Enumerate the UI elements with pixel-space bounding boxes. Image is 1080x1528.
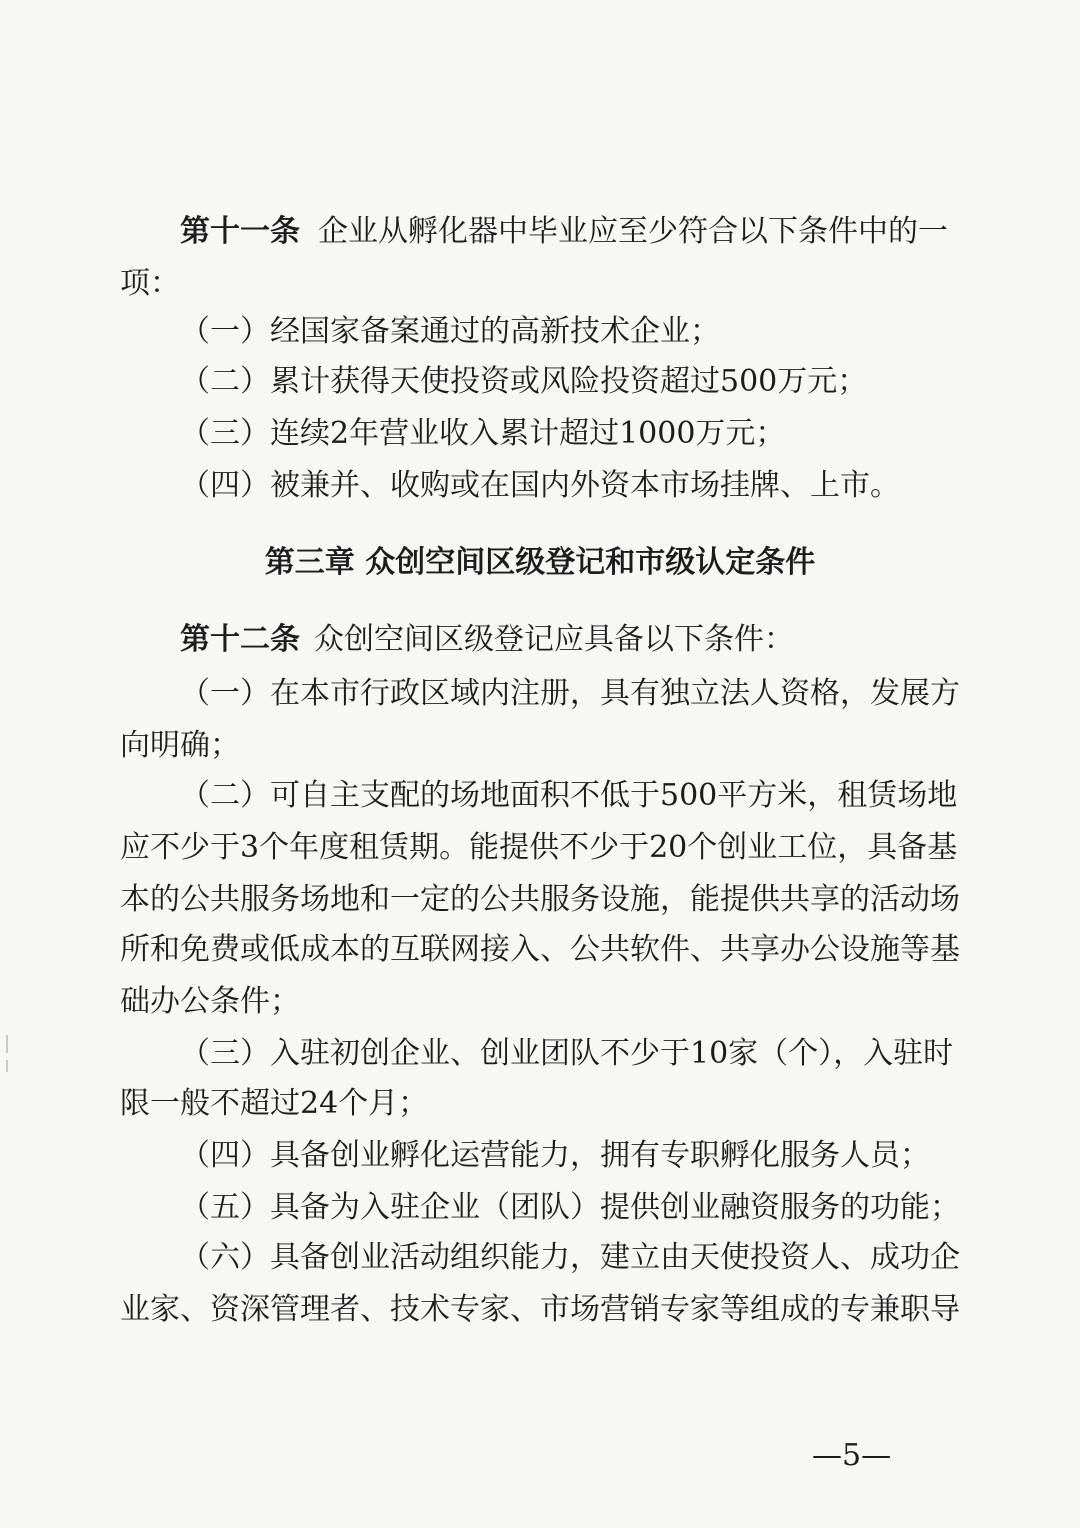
article-12-text: 众创空间区级登记应具备以下条件： — [314, 622, 794, 657]
article-12-line: 本的公共服务场地和一定的公共服务设施，能提供共享的活动场 — [120, 882, 960, 917]
article-11-item-2: （二）累计获得天使投资或风险投资超过500万元； — [180, 364, 868, 399]
article-11-text: 企业从孵化器中毕业应至少符合以下条件中的一 — [318, 214, 948, 249]
scan-mark — [6, 1060, 8, 1072]
article-11-item-1: （一）经国家备案通过的高新技术企业； — [180, 314, 720, 349]
article-12-line: （一）在本市行政区域内注册，具有独立法人资格，发展方 — [180, 676, 960, 711]
article-12-line: 向明确； — [120, 728, 240, 763]
article-12-line: 限一般不超过24个月； — [120, 1086, 429, 1121]
article-12-line: 业家、资深管理者、技术专家、市场营销专家等组成的专兼职导 — [120, 1292, 960, 1327]
article-12-line: （四）具备创业孵化运营能力，拥有专职孵化服务人员； — [180, 1138, 930, 1173]
chapter-3-heading: 第三章 众创空间区级登记和市级认定条件 — [264, 545, 816, 580]
article-11-item-4: （四）被兼并、收购或在国内外资本市场挂牌、上市。 — [180, 468, 900, 503]
article-12-first-line — [180, 620, 920, 660]
article-12-line: 所和免费或低成本的互联网接入、公共软件、共享办公设施等基 — [120, 932, 960, 967]
article-12-line: （三）入驻初创企业、创业团队不少于10家（个），入驻时 — [180, 1036, 954, 1071]
page-number: —5— — [812, 1438, 892, 1473]
article-12-line: 础办公条件； — [120, 984, 300, 1019]
article-11-title: 第十一条 — [180, 214, 300, 249]
article-12-line: （五）具备为入驻企业（团队）提供创业融资服务的功能； — [180, 1190, 960, 1225]
scan-mark — [6, 1035, 8, 1053]
article-12-line: （二）可自主支配的场地面积不低于500平方米，租赁场地 — [180, 778, 958, 813]
article-11-item-3: （三）连续2年营业收入累计超过1000万元； — [180, 416, 786, 451]
article-12-line: （六）具备创业活动组织能力，建立由天使投资人、成功企 — [180, 1240, 960, 1275]
article-12-title: 第十二条 — [180, 622, 300, 657]
article-12-line: 应不少于3个年度租赁期。能提供不少于20个创业工位，具备基 — [120, 830, 958, 865]
article-11-first-line — [180, 212, 948, 252]
article-11-second-line: 项： — [120, 266, 180, 301]
